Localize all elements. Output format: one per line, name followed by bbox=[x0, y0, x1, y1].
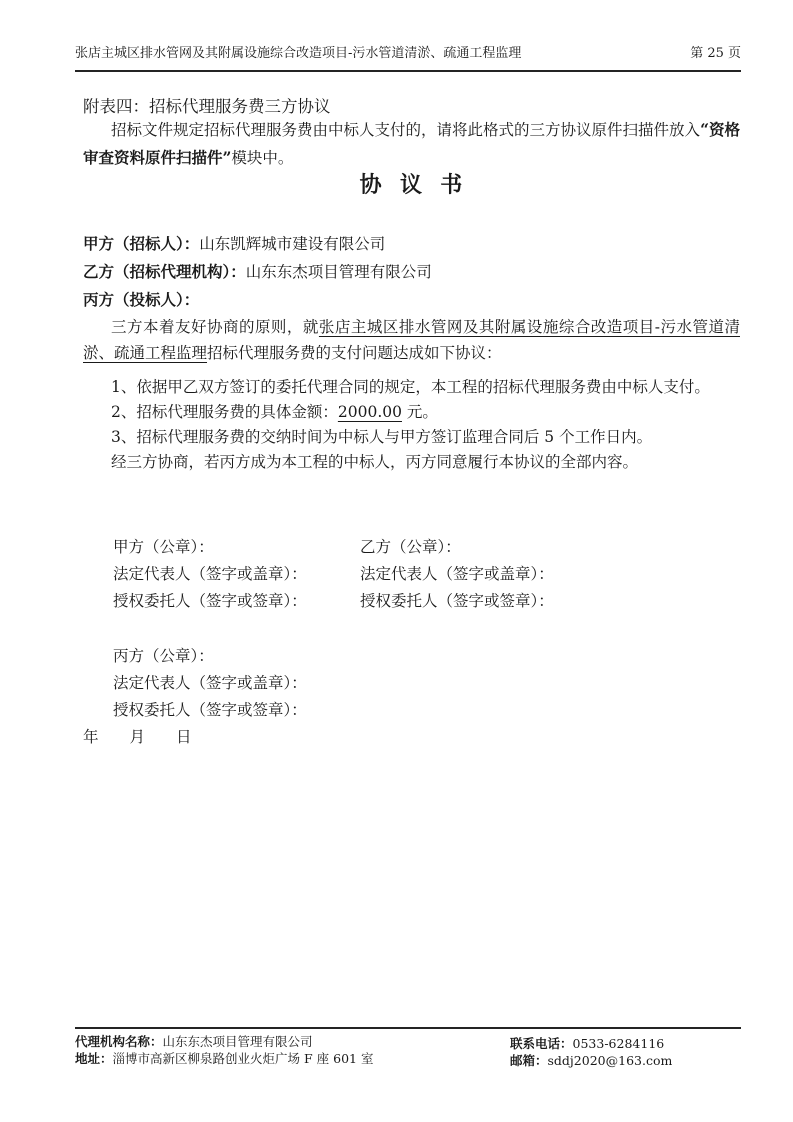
footer-email-value: sddj2020@163.com bbox=[547, 1053, 673, 1068]
party-a-agent-line: 授权委托人（签字或签章）： bbox=[113, 592, 307, 610]
party-b-seal-line: 乙方（公章）： bbox=[360, 538, 461, 556]
agreement-project-underlined: 张店主城区排水管网及其附属设施综合改造项目-污水管道清淤、疏通工程监理 bbox=[83, 318, 740, 362]
closing-statement: 经三方协商，若丙方成为本工程的中标人，丙方同意履行本协议的全部内容。 bbox=[111, 453, 639, 471]
intro-text-1: 招标文件规定招标代理服务费由中标人支付的，请将此格式的三方协议原件扫描件放入 bbox=[111, 121, 701, 139]
footer-phone-line bbox=[510, 1035, 672, 1052]
footer-agency-value: 山东东杰项目管理有限公司 bbox=[162, 1034, 313, 1049]
party-a-seal-line: 甲方（公章）： bbox=[113, 538, 214, 556]
party-a-value: 山东凯辉城市建设有限公司 bbox=[199, 235, 386, 253]
clause-list bbox=[83, 375, 740, 475]
party-a-label: 甲方（招标人）： bbox=[83, 234, 200, 253]
footer-right-column bbox=[510, 1035, 672, 1069]
party-b-agent-line: 授权委托人（签字或签章）： bbox=[360, 592, 554, 610]
party-c-line bbox=[83, 286, 740, 314]
footer-email-label: 邮箱： bbox=[510, 1053, 548, 1068]
party-c-legal-line: 法定代表人（签字或盖章）： bbox=[113, 674, 307, 692]
party-c-agent-line: 授权委托人（签字或签章）： bbox=[113, 701, 307, 719]
clause-2-underlined: 2000.00 bbox=[337, 403, 402, 421]
party-c-label: 丙方（投标人）： bbox=[83, 290, 200, 309]
party-c-seal-line: 丙方（公章）： bbox=[113, 647, 214, 665]
party-b-legal-line: 法定代表人（签字或盖章）： bbox=[360, 565, 554, 583]
header-page-number: 第 25 页 bbox=[690, 46, 741, 61]
clause-1 bbox=[83, 375, 740, 400]
party-b-label: 乙方（招标代理机构）： bbox=[83, 262, 246, 281]
agreement-suffix: 招标代理服务费的支付问题达成如下协议： bbox=[207, 344, 502, 362]
footer-phone-value: 0533-6284116 bbox=[572, 1036, 665, 1051]
footer-agency-label: 代理机构名称： bbox=[75, 1034, 163, 1049]
party-b-value: 山东东杰项目管理有限公司 bbox=[245, 263, 432, 281]
attachment-heading: 附表四：招标代理服务费三方协议 bbox=[83, 97, 331, 116]
agreement-paragraph bbox=[83, 314, 740, 366]
signature-row-legal bbox=[113, 561, 740, 588]
intro-bold-text: “资格审查资料原件扫描件” bbox=[83, 120, 740, 167]
signature-row-agent bbox=[113, 588, 740, 615]
date-line: 年 月 日 bbox=[83, 728, 192, 746]
party-b-line bbox=[83, 258, 740, 286]
clause-2-after: 元。 bbox=[401, 403, 438, 421]
party-a-legal-line: 法定代表人（签字或盖章）： bbox=[113, 565, 307, 583]
page-header bbox=[75, 46, 741, 72]
signature-block-ab bbox=[113, 534, 740, 615]
intro-text-2: 模块中。 bbox=[231, 149, 294, 167]
parties-list bbox=[83, 230, 740, 314]
party-a-line bbox=[83, 230, 740, 258]
document-body bbox=[83, 98, 740, 751]
header-project-title: 张店主城区排水管网及其附属设施综合改造项目-污水管道清淤、疏通工程监理 bbox=[75, 46, 522, 61]
signature-block-c bbox=[113, 643, 740, 724]
signature-row-seal bbox=[113, 534, 740, 561]
footer-address-label: 地址： bbox=[75, 1051, 113, 1066]
clause-2 bbox=[83, 400, 740, 425]
document-title: 协 议 书 bbox=[359, 172, 464, 198]
agreement-prefix: 三方本着友好协商的原则，就 bbox=[111, 318, 319, 336]
page-footer bbox=[75, 1027, 741, 1067]
clause-1-text: 1、依据甲乙双方签订的委托代理合同的规定，本工程的招标代理服务费由中标人支付。 bbox=[111, 378, 710, 396]
footer-phone-label: 联系电话： bbox=[510, 1036, 573, 1051]
clause-2-text: 2、招标代理服务费的具体金额： bbox=[111, 403, 338, 421]
footer-email-line bbox=[510, 1052, 672, 1069]
clause-3 bbox=[83, 425, 740, 450]
intro-paragraph bbox=[83, 116, 740, 172]
clause-3-text: 3、招标代理服务费的交纳时间为中标人与甲方签订监理合同后 5 个工作日内。 bbox=[111, 428, 653, 446]
footer-address-value: 淄博市高新区柳泉路创业火炬广场 F 座 601 室 bbox=[112, 1051, 374, 1066]
